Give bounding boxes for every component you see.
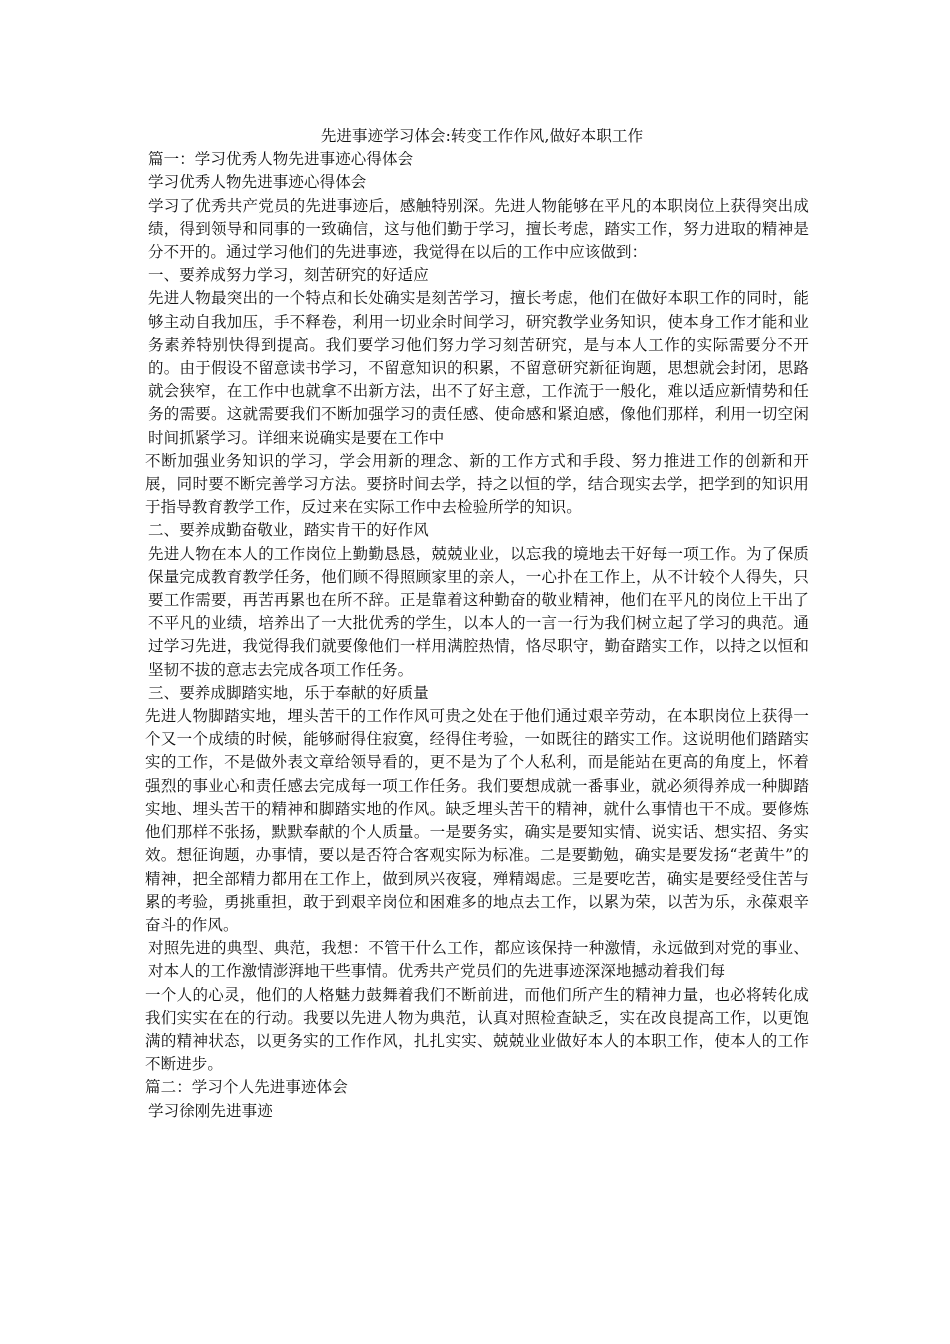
paragraph: 先进人物在本人的工作岗位上勤勤恳恳，兢兢业业，以忘我的境地去干好每一项工作。为了保质保量完成教育教学任务，他们顾不得照顾家里的亲人，一心扑在工作上，从不计较个人得失，只要工作需要，再苦再累也在所不辞。正是靠着这种勤奋的敬业精神，他们在平凡的岗位上干出了不平凡的业绩，培养出了一大批优秀的学生，以本人的一言一行为我们树立起了学习的典范。通过学习先进，我觉得我们就要像他们一样用满腔热情，恪尽职守，勤奋踏实工作，以持之以恒和坚韧不拔的意志去完成各项工作任务。: [148, 544, 809, 679]
section-heading-part-one: 篇一：学习优秀人物先进事迹心得体会: [148, 150, 414, 169]
paragraph: 一个人的心灵，他们的人格魅力鼓舞着我们不断前进，而他们所产生的精神力量，也必将转化成我们实实在在的行动。我要以先进人物为典范，认真对照检查缺乏，实在改良提高工作，以更饱满的精神状态，以更务实的工作作风，扎扎实实、兢兢业业做好本人的本职工作，使本人的工作不断进步。: [145, 985, 809, 1074]
paragraph: 先进人物脚踏实地，埋头苦干的工作作风可贵之处在于他们通过艰辛劳动，在本职岗位上获得一个又一个成绩的时候，能够耐得住寂寞，经得住考验，一如既往的踏实工作。这说明他们踏踏实实的工作，不是做外表文章给领导看的，更不是为了个人私利，而是能站在更高的角度上，怀着强烈的事业心和责任感去完成每一项工作任务。我们要想成就一番事业，就必须得养成一种脚踏实地、埋头苦干的精神和脚踏实地的作风。缺乏埋头苦干的精神，就什么事情也干不成。要修炼他们那样不张扬，默默奉献的个人质量。一是要务实，确实是要知实情、说实话、想实招、务实效。想征询题，办事情，要以是否符合客观实际为标准。二是要勤勉，确实是要发扬“老黄牛”的精神，把全部精力都用在工作上，做到夙兴夜寝，殚精竭虑。三是要吃苦，确实是要经受住苦与累的考验，勇挑重担，敢于到艰辛岗位和困难多的地点去工作，以累为荣，以苦为乐，永葆艰辛奋斗的作风。: [145, 707, 809, 934]
section-heading-part-two: 篇二：学习个人先进事迹体会: [145, 1078, 348, 1097]
paragraph: 对照先进的典型、典范，我想：不管干什么工作，都应该保持一种激情，永远做到对党的事业、对本人的工作激情澎湃地干些事情。优秀共产党员们的先进事迹深深地撼动着我们每: [148, 939, 809, 981]
subheading: 学习优秀人物先进事迹心得体会: [148, 173, 367, 192]
paragraph: 先进人物最突出的一个特点和长处确实是刻苦学习，擅长考虑，他们在做好本职工作的同时，能够主动自我加压，手不释卷，利用一切业余时间学习，研究教学业务知识，使本身工作才能和业务素养特别快得到提高。我们要学习他们努力学习刻苦研究，是与本人工作的实际需要分不开的。由于假设不留意读书学习，不留意知识的积累，不留意研究新征询题，思想就会封闭，思路就会狭窄，在工作中也就拿不出新方法，出不了好主意，工作流于一般化，难以适应新情势和任务的需要。这就需要我们不断加强学习的责任感、使命感和紧迫感，像他们那样，利用一切空闲时间抓紧学习。详细来说确实是要在工作中: [148, 289, 809, 447]
subheading: 学习徐刚先进事迹: [148, 1101, 273, 1120]
document-title: 先进事迹学习体会:转变工作作风,做好本职工作: [320, 127, 644, 145]
point-heading-1: 一、要养成努力学习，刻苦研究的好适应: [148, 266, 429, 285]
point-heading-2: 二、要养成勤奋敬业，踏实肯干的好作风: [148, 521, 429, 540]
document-body: [145, 125, 809, 1123]
paragraph: 不断加强业务知识的学习，学会用新的理念、新的工作方式和手段、努力推进工作的创新和开展，同时要不断完善学习方法。要挤时间去学，持之以恒的学，结合现实去学，把学到的知识用于指导教育教学工作，反过来在实际工作中去检验所学的知识。: [145, 451, 809, 517]
paragraph: 学习了优秀共产党员的先进事迹后，感触特别深。先进人物能够在平凡的本职岗位上获得突出成绩，得到领导和同事的一致确信，这与他们勤于学习，擅长考虑，踏实工作，努力进取的精神是分不开的。通过学习他们的先进事迹，我觉得在以后的工作中应该做到：: [148, 196, 809, 262]
point-heading-3: 三、要养成脚踏实地，乐于奉献的好质量: [148, 683, 429, 702]
